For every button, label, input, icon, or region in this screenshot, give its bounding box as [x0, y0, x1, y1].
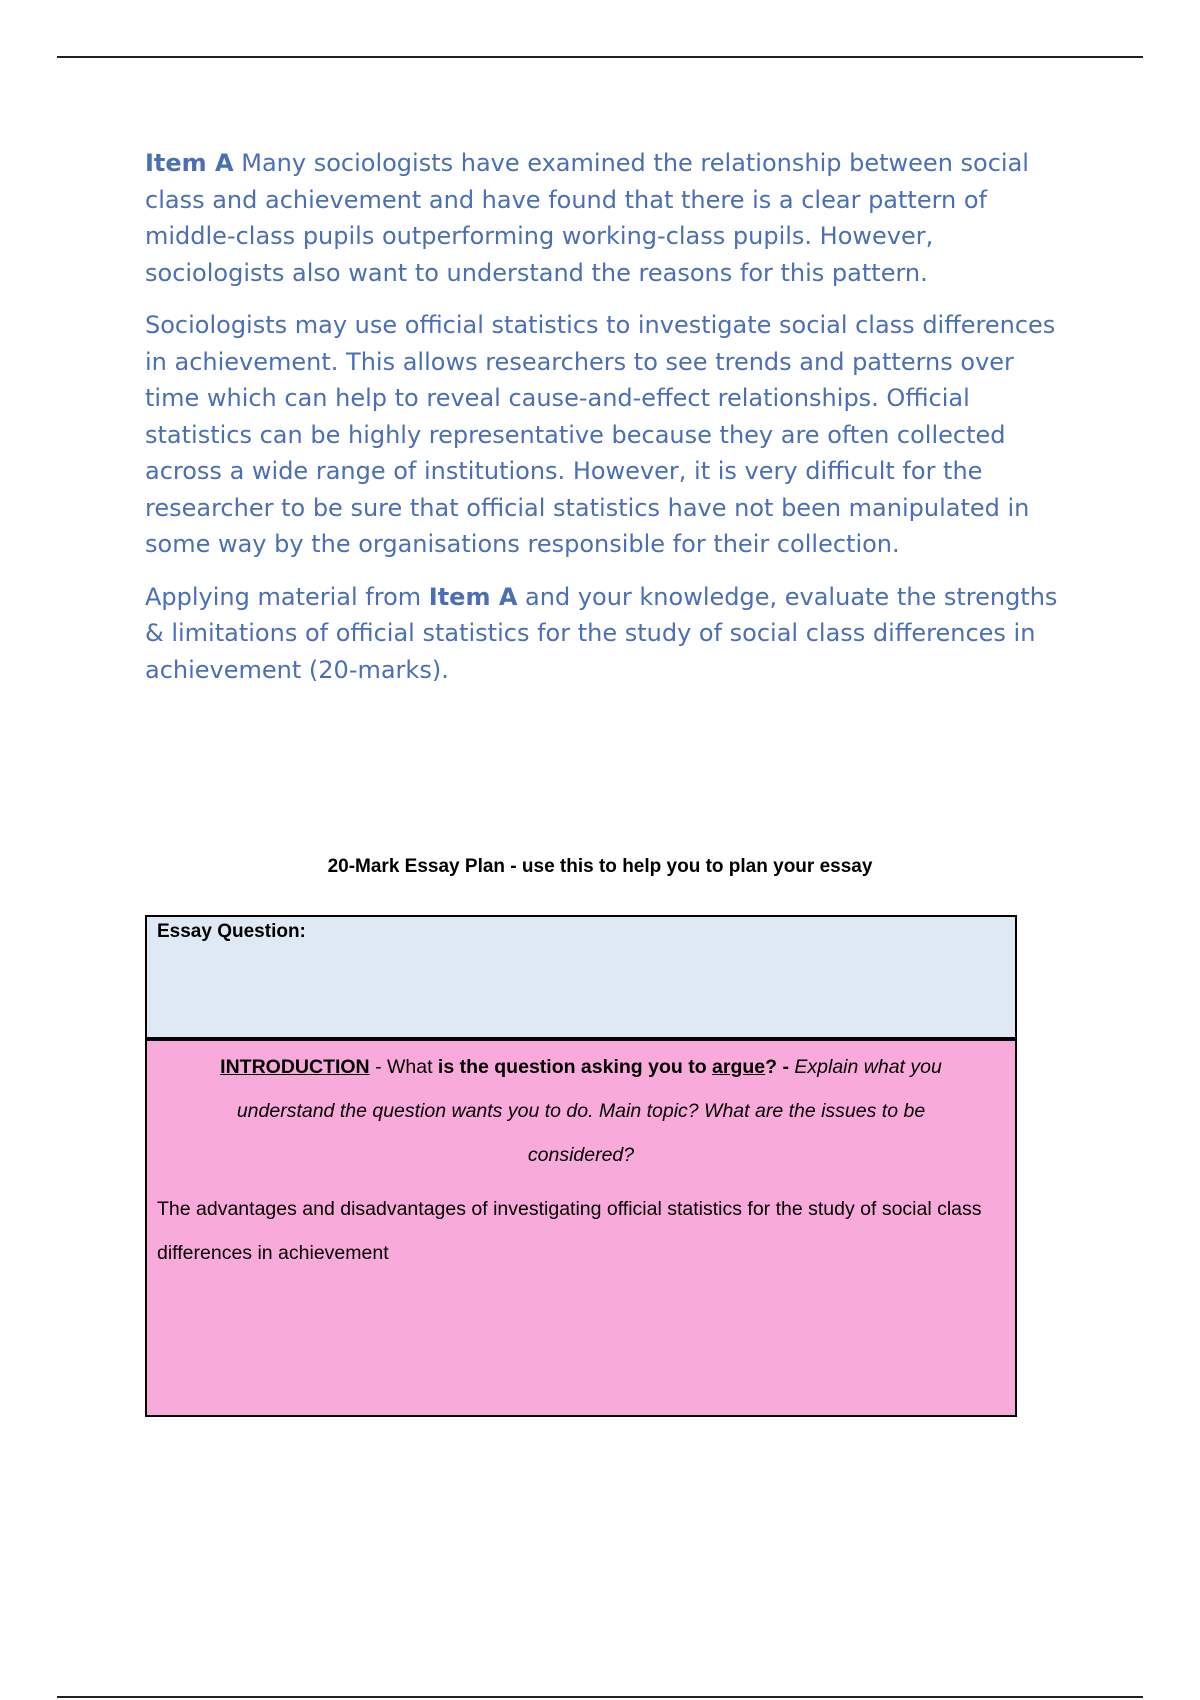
essay-question-label: Essay Question: [157, 921, 306, 942]
introduction-bold-1: is the question asking you to [437, 1056, 713, 1078]
essay-plan-table [145, 915, 1017, 1417]
item-a-text-1: Many sociologists have examined the relationship between social class and achievement and have found that there is a clear pattern of middle-class pupils outperforming working-class pupils. However, sociologists also want to understand the reasons for this pattern. [145, 149, 1029, 287]
introduction-label: INTRODUCTION [220, 1056, 370, 1078]
top-divider [57, 56, 1143, 58]
introduction-heading [157, 1045, 1005, 1177]
item-a-paragraph-1 [145, 145, 1065, 291]
prompt-item-label: Item A [428, 582, 518, 611]
essay-question-cell[interactable] [147, 917, 1015, 1041]
essay-prompt [145, 579, 1065, 689]
bottom-divider [57, 1696, 1143, 1698]
introduction-bold-2: ? - [765, 1056, 795, 1078]
introduction-instructions: Explain what you understand the question wants you to do. Main topic? What are the issues to be considered? [236, 1056, 942, 1166]
item-a-paragraph-2: Sociologists may use official statistics to investigate social class differences in achievement. This allows researchers to see trends and patterns over time which can help to reveal cause-and-effect relationships. Official statistics can be highly representative because they are often collected across a wide range of institutions. However, it is very difficult for the researcher to be sure that official statistics have not been manipulated in some way by the organisations responsible for their collection. [145, 311, 1056, 558]
introduction-answer: The advantages and disadvantages of investigating official statistics for the study of social class differences in achievement [157, 1198, 982, 1264]
prompt-before: Applying material from [145, 582, 429, 611]
introduction-cell[interactable] [147, 1041, 1015, 1415]
item-a-section [145, 145, 1065, 704]
introduction-sep: - What [369, 1056, 438, 1078]
item-a-label: Item A [145, 149, 234, 177]
introduction-argue: argue [712, 1056, 766, 1078]
prompt-after: and your knowledge, evaluate the strengths & limitations of official statistics for the study of social class differences in achievement (20-marks). [145, 582, 1058, 684]
essay-plan-title: 20-Mark Essay Plan - use this to help you to plan your essay [327, 856, 873, 877]
